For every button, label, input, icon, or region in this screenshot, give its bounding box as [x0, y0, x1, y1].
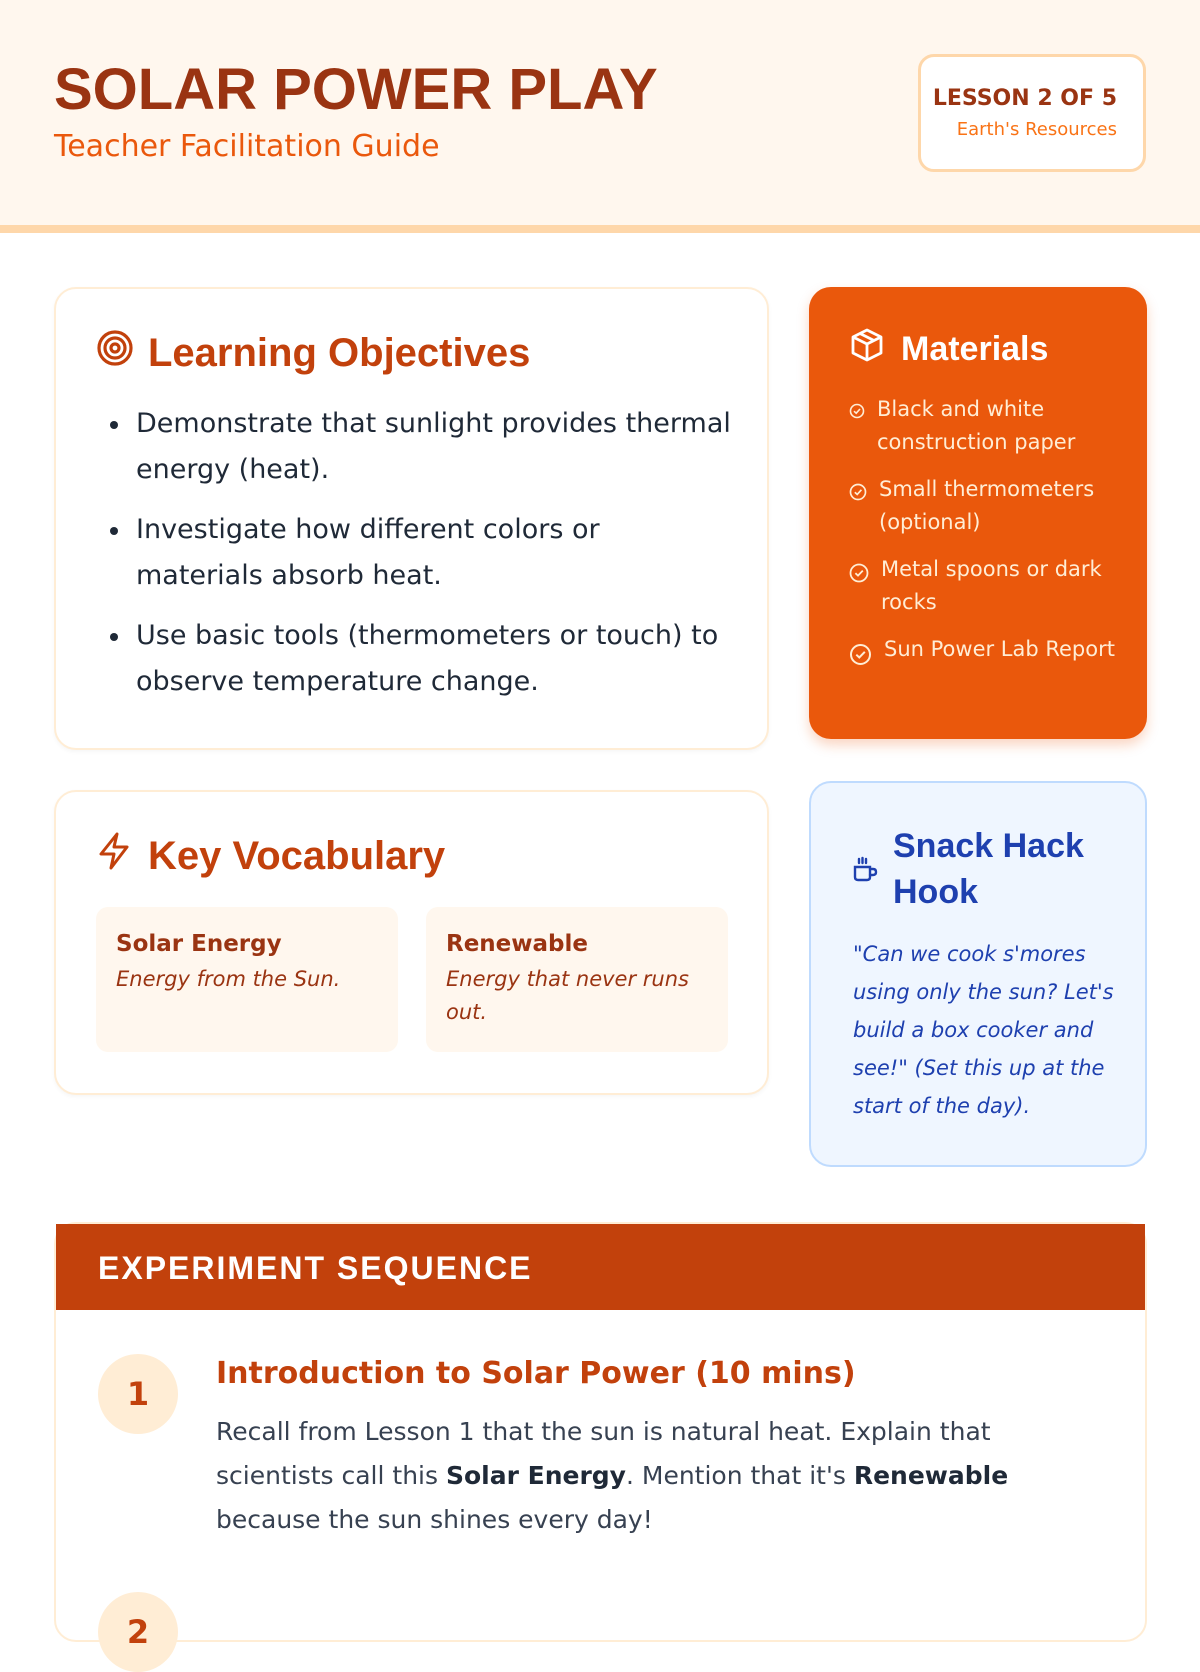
- check-circle-icon: [849, 563, 869, 587]
- step-desc-bold-term: Renewable: [853, 1461, 1009, 1490]
- vocab-term: Renewable: [446, 931, 588, 957]
- vocabulary-title: Key Vocabulary: [148, 833, 446, 878]
- objective-item: Demonstrate that sunlight provides thermal energy (heat).: [104, 401, 734, 493]
- objectives-list: [104, 401, 734, 719]
- check-circle-icon: [849, 483, 867, 505]
- unit-name: Earth's Resources: [956, 119, 1117, 140]
- sequence-title: EXPERIMENT SEQUENCE: [98, 1250, 533, 1286]
- vocab-definition: Energy that never runs out.: [446, 967, 689, 1024]
- sequence-header: [56, 1224, 1145, 1310]
- experiment-sequence-section: [54, 1222, 1147, 1651]
- material-text: Black and white construction paper: [877, 397, 1076, 454]
- vocab-term: Solar Energy: [116, 931, 282, 957]
- material-text: Metal spoons or dark rocks: [881, 557, 1102, 614]
- package-icon: [849, 327, 901, 372]
- hook-text: "Can we cook s'mores using only the sun? Let's build a box cooker and see!" (Set this up at the start of the day).: [853, 942, 1114, 1118]
- objectives-heading: [96, 329, 530, 377]
- target-icon: [96, 329, 148, 377]
- materials-list: [849, 393, 1119, 684]
- vocab-term-card: [426, 907, 728, 1052]
- step-desc-text: Recall from Lesson 1 that the sun is natural heat. Explain that scientists call this: [216, 1417, 991, 1490]
- step-number: 2: [98, 1592, 178, 1672]
- learning-objectives-card: [54, 287, 769, 750]
- check-circle-icon: [849, 643, 872, 670]
- objective-item: Use basic tools (thermometers or touch) to observe temperature change.: [104, 613, 734, 705]
- material-text: Small thermometers (optional): [879, 477, 1095, 534]
- lesson-badge: [918, 54, 1146, 172]
- key-vocabulary-card: [54, 790, 769, 1095]
- step-desc-text: because the sun shines every day!: [216, 1505, 653, 1534]
- snack-hack-hook-card: [809, 781, 1147, 1167]
- hook-title: Snack Hack Hook: [893, 827, 1084, 911]
- materials-title: Materials: [901, 330, 1049, 368]
- step-description: [216, 1410, 1096, 1542]
- lightning-icon: [96, 832, 148, 880]
- coffee-cup-icon: [851, 855, 879, 887]
- header-divider: [0, 225, 1200, 233]
- material-item: [849, 633, 1119, 670]
- material-item: [849, 393, 1119, 459]
- step-title: Introduction to Solar Power (10 mins): [216, 1356, 856, 1391]
- vocab-term-card: [96, 907, 398, 1052]
- material-item: [849, 473, 1119, 539]
- objective-item: Investigate how different colors or materials absorb heat.: [104, 507, 734, 599]
- material-text: Sun Power Lab Report: [884, 637, 1115, 661]
- page-subtitle: Teacher Facilitation Guide: [54, 129, 440, 164]
- material-item: [849, 553, 1119, 619]
- vocab-definition: Energy from the Sun.: [116, 967, 341, 991]
- step-number: 1: [98, 1354, 178, 1434]
- page-title: SOLAR POWER PLAY: [54, 57, 658, 122]
- objectives-title: Learning Objectives: [148, 330, 531, 375]
- materials-heading: [849, 327, 1048, 372]
- check-circle-icon: [849, 403, 865, 423]
- step-desc-text: . Mention that it's: [625, 1461, 854, 1490]
- lesson-number: LESSON 2 OF 5: [932, 86, 1117, 111]
- materials-card: [809, 287, 1147, 739]
- vocabulary-heading: [96, 832, 445, 880]
- step-desc-bold-term: Solar Energy: [445, 1461, 626, 1490]
- page-header: [0, 0, 1200, 225]
